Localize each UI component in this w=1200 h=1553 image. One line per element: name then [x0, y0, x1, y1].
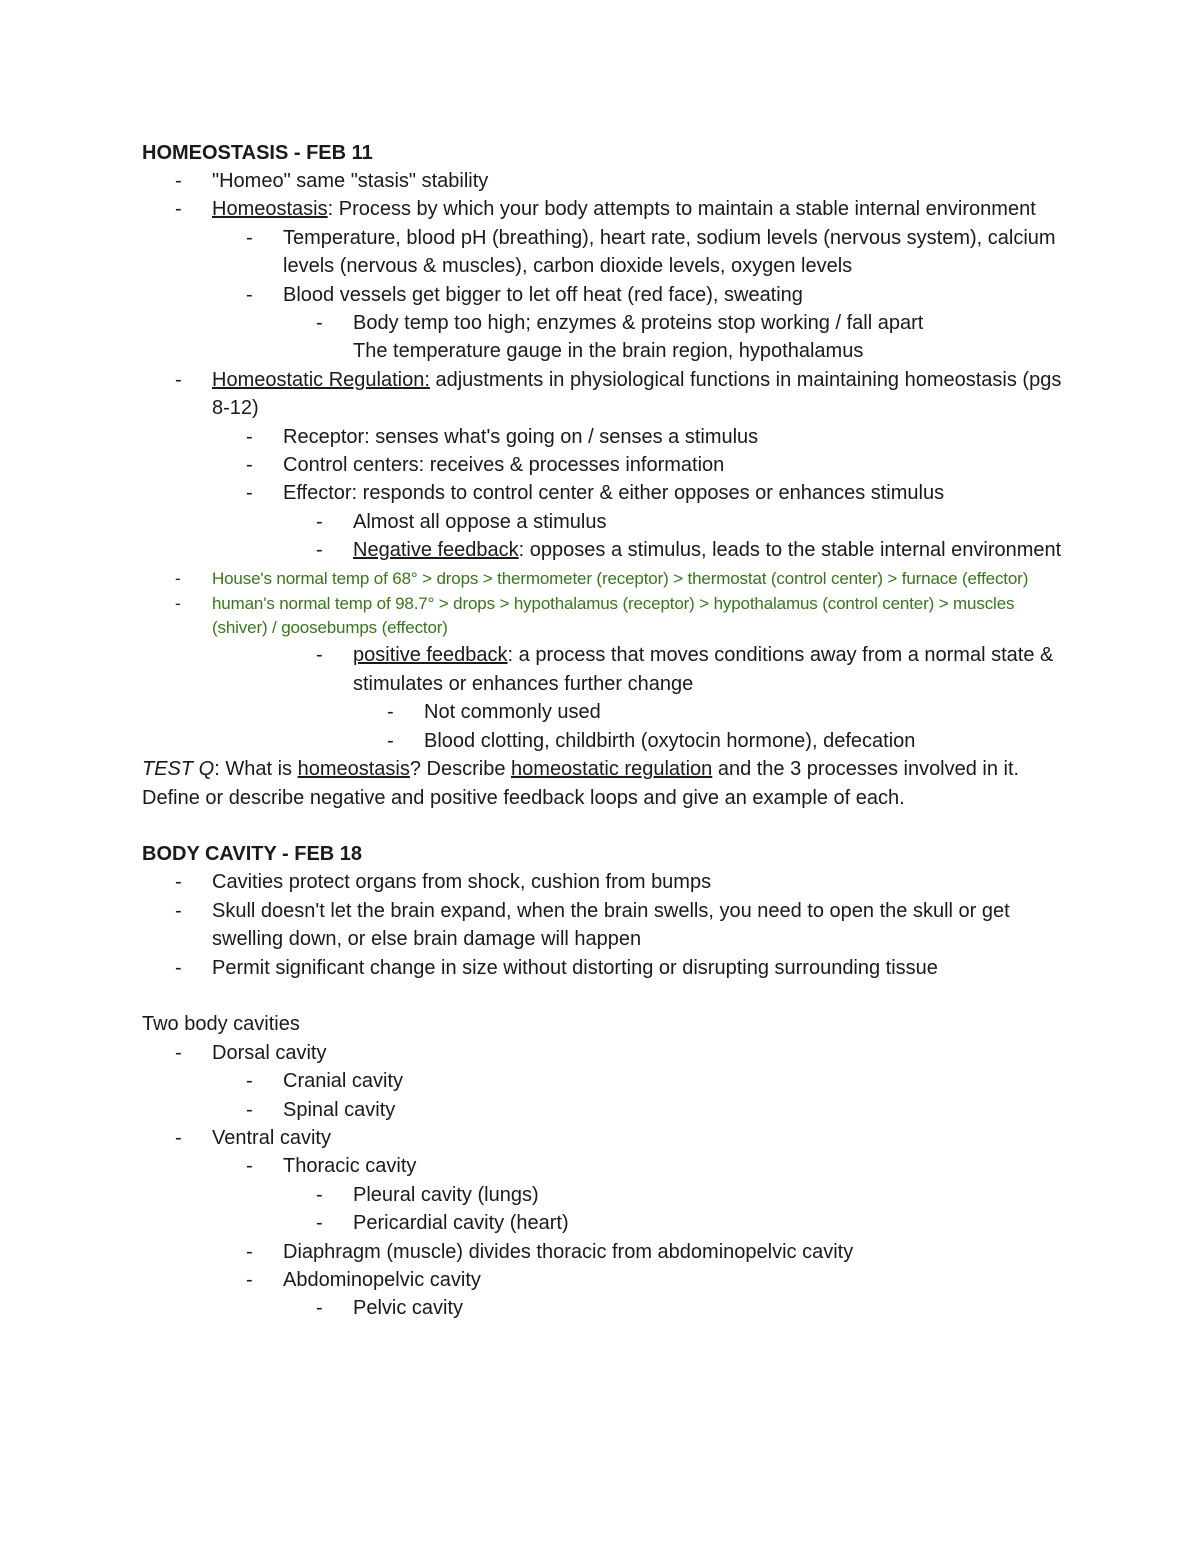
test-q-term: homeostatic regulation	[511, 758, 713, 781]
list-item	[142, 954, 1062, 982]
item-text: Blood clotting, childbirth (oxytocin hormone), defecation	[424, 729, 916, 752]
bullet-dash: -	[175, 198, 182, 221]
test-q-term: homeostasis	[297, 758, 410, 781]
example-text: human's normal temp of 98.7° > drops > hypothalamus (receptor) > hypothalamus (control center) > muscles (shiver) / goosebumps (effector)	[212, 594, 1015, 637]
item-text: Cavities protect organs from shock, cushion from bumps	[212, 871, 712, 894]
item-text: Blood vessels get bigger to let off heat (red face), sweating	[283, 283, 803, 306]
bullet-dash: -	[246, 1070, 253, 1093]
item-text: adjustments in physiological functions in maintaining homeostasis (pgs 8-12)	[212, 368, 1062, 420]
list-item	[142, 897, 1062, 954]
item-text: Receptor: senses what's going on / senses a stimulus	[283, 425, 759, 448]
list-item	[142, 479, 1062, 507]
list-item	[142, 1152, 1062, 1180]
item-text: : opposes a stimulus, leads to the stable internal environment	[518, 539, 1062, 562]
bullet-dash: -	[175, 871, 182, 894]
bullet-dash: -	[387, 729, 394, 752]
spacer	[142, 812, 1062, 840]
bullet-dash: -	[316, 644, 323, 667]
example-item	[142, 592, 1062, 639]
bullet-dash: -	[246, 425, 253, 448]
bullet-dash: -	[246, 1098, 253, 1121]
item-text: Pelvic cavity	[353, 1297, 464, 1320]
item-text: "Homeo" same "stasis" stability	[212, 170, 489, 192]
item-text: Pericardial cavity (heart)	[353, 1212, 569, 1235]
item-text: Cranial cavity	[283, 1070, 404, 1093]
test-q-label: TEST Q	[142, 758, 215, 781]
list-item	[142, 366, 1062, 423]
bullet-dash: -	[246, 1155, 253, 1178]
item-text: Almost all oppose a stimulus	[353, 510, 607, 533]
bullet-dash: -	[316, 1212, 323, 1235]
list-item	[142, 1294, 1062, 1322]
bullet-dash: -	[316, 510, 323, 533]
item-text: Control centers: receives & processes information	[283, 454, 725, 477]
test-question	[142, 755, 1062, 812]
item-text: : Process by which your body attempts to maintain a stable internal environment	[327, 198, 1036, 221]
paragraph: Two body cavities	[142, 1013, 300, 1036]
list-item	[142, 1096, 1062, 1124]
bullet-dash: -	[175, 594, 181, 614]
bullet-dash: -	[175, 170, 182, 192]
item-text: Abdominopelvic cavity	[283, 1268, 481, 1291]
bullet-dash: -	[246, 1240, 253, 1263]
item-text: Not commonly used	[424, 701, 601, 724]
section-title-homeostasis: HOMEOSTASIS - FEB 11	[142, 142, 373, 164]
list-item	[142, 727, 1062, 755]
test-q-text: : What is	[214, 758, 298, 781]
example-item	[142, 567, 1062, 591]
item-text: Diaphragm (muscle) divides thoracic from abdominopelvic cavity	[283, 1240, 854, 1263]
item-text: Skull doesn't let the brain expand, when the brain swells, you need to open the skull or get swelling down, or else brain damage will happen	[212, 899, 1010, 951]
item-text: Body temp too high; enzymes & proteins stop working / fall apart	[353, 312, 924, 335]
bullet-dash: -	[246, 226, 253, 249]
bullet-dash: -	[175, 368, 182, 391]
list-item	[142, 224, 1062, 281]
list-item	[142, 1181, 1062, 1209]
test-q-text: and the 3 processes involved in it. Define or describe negative and positive feedback loops and give an example of each.	[142, 758, 1020, 809]
list-item	[142, 641, 1062, 698]
list-item	[142, 1266, 1062, 1294]
spacer	[142, 982, 1062, 1010]
list-item	[142, 1209, 1062, 1237]
bullet-dash: -	[246, 1268, 253, 1291]
continuation-text: The temperature gauge in the brain region, hypothalamus	[353, 340, 864, 363]
item-text: Dorsal cavity	[212, 1041, 327, 1064]
term-negative-feedback: Negative feedback	[353, 539, 519, 562]
bullet-dash: -	[316, 1183, 323, 1206]
bullet-dash: -	[316, 312, 323, 335]
bullet-dash: -	[387, 701, 394, 724]
test-q-text: ? Describe	[409, 758, 512, 781]
bullet-dash: -	[175, 568, 181, 588]
item-text: Thoracic cavity	[283, 1155, 417, 1178]
list-item	[142, 1067, 1062, 1095]
list-item	[142, 698, 1062, 726]
document-page	[142, 139, 1062, 1323]
bullet-dash: -	[246, 482, 253, 505]
item-text: Spinal cavity	[283, 1098, 396, 1121]
list-item	[142, 167, 1062, 195]
list-item	[142, 1039, 1062, 1067]
bullet-dash: -	[246, 283, 253, 306]
list-item	[142, 309, 1062, 337]
example-text: House's normal temp of 68° > drops > thermometer (receptor) > thermostat (control center) > furnace (effector)	[212, 568, 1029, 588]
item-text: : a process that moves conditions away from a normal state & stimulates or enhances further change	[353, 644, 1054, 695]
bullet-dash: -	[246, 454, 253, 477]
list-item	[142, 536, 1062, 564]
item-text: Pleural cavity (lungs)	[353, 1183, 539, 1206]
term-positive-feedback: positive feedback	[353, 644, 508, 667]
item-text: Temperature, blood pH (breathing), heart rate, sodium levels (nervous system), calcium levels (nervous & muscles), carbon dioxide levels, oxygen levels	[283, 226, 1056, 278]
term-homeostatic-regulation: Homeostatic Regulation:	[212, 368, 430, 391]
item-text: Permit significant change in size without distorting or disrupting surrounding tissue	[212, 956, 938, 979]
term-homeostasis: Homeostasis	[212, 198, 328, 221]
list-item	[142, 195, 1062, 223]
list-item	[142, 1238, 1062, 1266]
bullet-dash: -	[316, 1297, 323, 1320]
list-item	[142, 508, 1062, 536]
list-item	[142, 423, 1062, 451]
bullet-dash: -	[175, 899, 182, 922]
section-title-body-cavity: BODY CAVITY - FEB 18	[142, 843, 363, 866]
item-text: Effector: responds to control center & either opposes or enhances stimulus	[283, 482, 945, 505]
bullet-dash: -	[175, 1126, 182, 1149]
list-item	[142, 281, 1062, 309]
bullet-dash: -	[175, 1041, 182, 1064]
list-item	[142, 1124, 1062, 1152]
list-item	[142, 451, 1062, 479]
list-item	[142, 868, 1062, 896]
item-text: Ventral cavity	[212, 1126, 331, 1149]
bullet-dash: -	[316, 539, 323, 562]
bullet-dash: -	[175, 956, 182, 979]
